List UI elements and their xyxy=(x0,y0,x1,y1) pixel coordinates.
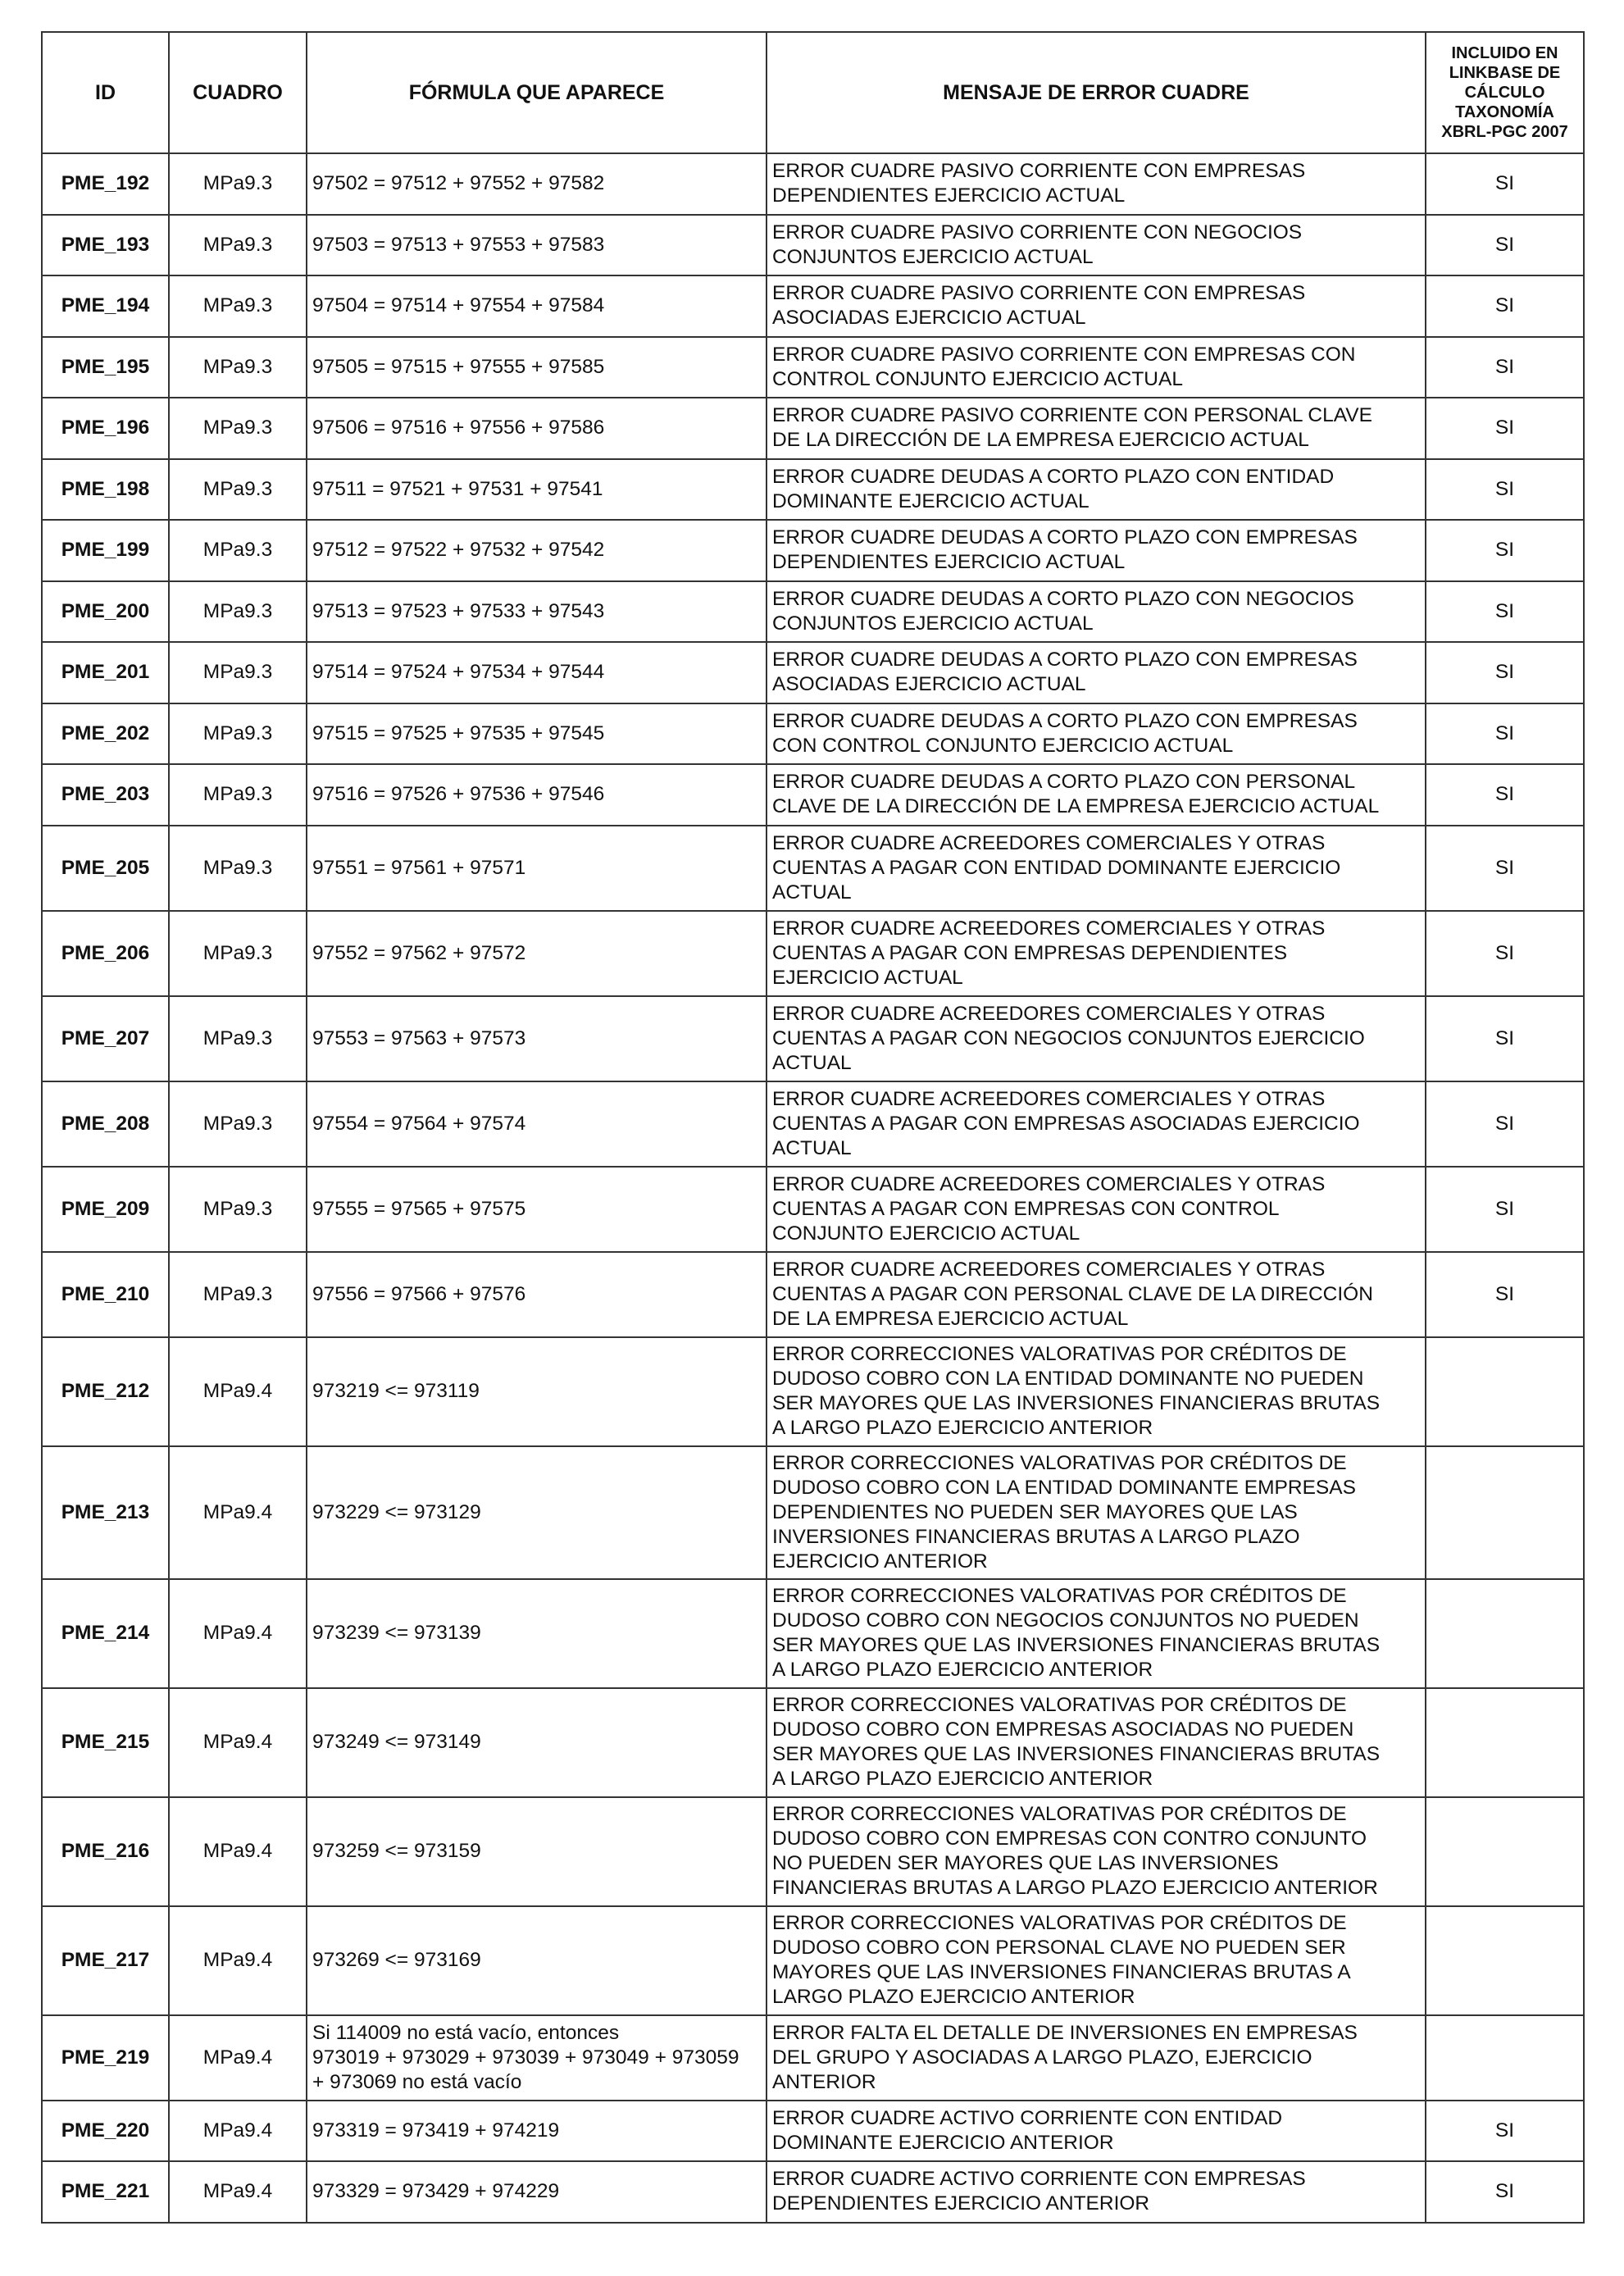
header-row xyxy=(42,32,1584,153)
row-formula xyxy=(307,459,767,521)
row-id: PME_221 xyxy=(42,2161,169,2223)
row-formula xyxy=(307,1688,767,1797)
row-incluido: SI xyxy=(1426,215,1584,276)
row-cuadro: MPa9.3 xyxy=(169,1167,307,1252)
error-message-line: CUENTAS A PAGAR CON NEGOCIOS CONJUNTOS EJERCICIO xyxy=(772,1026,1365,1049)
error-message-line: DOMINANTE EJERCICIO ACTUAL xyxy=(772,489,1089,512)
header-incluido-line: LINKBASE DE xyxy=(1449,64,1561,82)
row-incluido xyxy=(1426,2015,1584,2101)
row-incluido: SI xyxy=(1426,2101,1584,2162)
header-id: ID xyxy=(42,32,169,153)
table-row xyxy=(42,642,1584,703)
validation-table xyxy=(41,31,1585,2224)
row-error-message xyxy=(767,826,1426,911)
error-message-line: ASOCIADAS EJERCICIO ACTUAL xyxy=(772,307,1086,330)
row-formula xyxy=(307,2101,767,2162)
error-message-line: ACTUAL xyxy=(772,881,852,904)
formula-line: 973229 <= 973129 xyxy=(312,1500,481,1523)
row-formula xyxy=(307,337,767,398)
row-formula xyxy=(307,2161,767,2223)
row-cuadro: MPa9.4 xyxy=(169,1797,307,1906)
error-message-line: ERROR CUADRE ACREEDORES COMERCIALES Y OTRAS xyxy=(772,1087,1326,1110)
table-row xyxy=(42,1797,1584,1906)
table-row xyxy=(42,1081,1584,1167)
row-id: PME_208 xyxy=(42,1081,169,1167)
row-formula xyxy=(307,1252,767,1337)
formula-line: 97553 = 97563 + 97573 xyxy=(312,1026,526,1049)
error-message-line: DUDOSO COBRO CON EMPRESAS ASOCIADAS NO PUEDEN xyxy=(772,1718,1354,1741)
row-id: PME_219 xyxy=(42,2015,169,2101)
error-message-line: ERROR CUADRE DEUDAS A CORTO PLAZO CON EMPRESAS xyxy=(772,526,1358,549)
row-error-message xyxy=(767,1688,1426,1797)
error-message-line: CUENTAS A PAGAR CON PERSONAL CLAVE DE LA DIRECCIÓN xyxy=(772,1282,1373,1305)
error-message-line: DUDOSO COBRO CON PERSONAL CLAVE NO PUEDEN SER xyxy=(772,1937,1346,1959)
row-id: PME_209 xyxy=(42,1167,169,1252)
row-cuadro: MPa9.4 xyxy=(169,1906,307,2015)
row-incluido: SI xyxy=(1426,275,1584,337)
header-cuadro: CUADRO xyxy=(169,32,307,153)
table-row xyxy=(42,911,1584,996)
row-error-message xyxy=(767,398,1426,459)
row-error-message xyxy=(767,337,1426,398)
row-formula xyxy=(307,153,767,215)
row-incluido xyxy=(1426,1446,1584,1579)
error-message-line: EJERCICIO ACTUAL xyxy=(772,966,963,989)
row-id: PME_216 xyxy=(42,1797,169,1906)
row-cuadro: MPa9.3 xyxy=(169,459,307,521)
row-incluido xyxy=(1426,1579,1584,1688)
header-incluido-line: XBRL-PGC 2007 xyxy=(1441,123,1568,141)
error-message-line: CONJUNTOS EJERCICIO ACTUAL xyxy=(772,245,1094,268)
formula-line: 97552 = 97562 + 97572 xyxy=(312,941,526,964)
error-message-line: ERROR CORRECCIONES VALORATIVAS POR CRÉDITOS DE xyxy=(772,1451,1347,1474)
error-message-line: ERROR CUADRE PASIVO CORRIENTE CON NEGOCIOS xyxy=(772,221,1303,244)
error-message-line: ERROR CUADRE PASIVO CORRIENTE CON PERSONAL CLAVE xyxy=(772,404,1372,427)
formula-line: 973249 <= 973149 xyxy=(312,1731,481,1753)
error-message-line: INVERSIONES FINANCIERAS BRUTAS A LARGO PLAZO xyxy=(772,1525,1300,1548)
error-message-line: DOMINANTE EJERCICIO ANTERIOR xyxy=(772,2131,1114,2154)
row-formula xyxy=(307,1081,767,1167)
error-message-line: ACTUAL xyxy=(772,1136,852,1159)
row-error-message xyxy=(767,996,1426,1081)
error-message-line: SER MAYORES QUE LAS INVERSIONES FINANCIERAS BRUTAS xyxy=(772,1743,1381,1765)
table-row xyxy=(42,1337,1584,1446)
row-formula xyxy=(307,1797,767,1906)
row-id: PME_195 xyxy=(42,337,169,398)
row-id: PME_199 xyxy=(42,520,169,581)
error-message-line: FINANCIERAS BRUTAS A LARGO PLAZO EJERCICIO ANTERIOR xyxy=(772,1877,1378,1899)
error-message-line: CUENTAS A PAGAR CON EMPRESAS DEPENDIENTES xyxy=(772,941,1288,964)
formula-line: 97556 = 97566 + 97576 xyxy=(312,1282,526,1305)
error-message-line: ERROR CORRECCIONES VALORATIVAS POR CRÉDITOS DE xyxy=(772,1803,1347,1825)
row-id: PME_207 xyxy=(42,996,169,1081)
row-id: PME_198 xyxy=(42,459,169,521)
error-message-line: ERROR CUADRE ACTIVO CORRIENTE CON EMPRESAS xyxy=(772,2168,1306,2191)
error-message-line: CUENTAS A PAGAR CON EMPRESAS CON CONTROL xyxy=(772,1197,1280,1220)
row-cuadro: MPa9.4 xyxy=(169,1446,307,1579)
row-id: PME_205 xyxy=(42,826,169,911)
row-formula xyxy=(307,398,767,459)
row-cuadro: MPa9.3 xyxy=(169,911,307,996)
table-row xyxy=(42,459,1584,521)
row-formula xyxy=(307,581,767,643)
row-formula xyxy=(307,642,767,703)
row-id: PME_220 xyxy=(42,2101,169,2162)
error-message-line: CUENTAS A PAGAR CON ENTIDAD DOMINANTE EJERCICIO xyxy=(772,856,1341,879)
row-formula xyxy=(307,703,767,765)
formula-line: 97514 = 97524 + 97534 + 97544 xyxy=(312,661,605,684)
row-cuadro: MPa9.3 xyxy=(169,398,307,459)
row-id: PME_203 xyxy=(42,764,169,826)
row-incluido: SI xyxy=(1426,1081,1584,1167)
row-formula xyxy=(307,911,767,996)
row-incluido: SI xyxy=(1426,764,1584,826)
row-id: PME_215 xyxy=(42,1688,169,1797)
row-cuadro: MPa9.4 xyxy=(169,1337,307,1446)
row-error-message xyxy=(767,1797,1426,1906)
row-incluido: SI xyxy=(1426,642,1584,703)
row-error-message xyxy=(767,1337,1426,1446)
row-error-message xyxy=(767,459,1426,521)
formula-line: 97504 = 97514 + 97554 + 97584 xyxy=(312,294,605,317)
row-formula xyxy=(307,1579,767,1688)
error-message-line: DEPENDIENTES EJERCICIO ANTERIOR xyxy=(772,2192,1150,2215)
row-cuadro: MPa9.3 xyxy=(169,153,307,215)
row-formula xyxy=(307,215,767,276)
row-id: PME_194 xyxy=(42,275,169,337)
table-row xyxy=(42,1252,1584,1337)
error-message-line: DEL GRUPO Y ASOCIADAS A LARGO PLAZO, EJERCICIO xyxy=(772,2046,1312,2069)
table-row xyxy=(42,337,1584,398)
header-incluido xyxy=(1426,32,1584,153)
table-row xyxy=(42,2161,1584,2223)
row-id: PME_206 xyxy=(42,911,169,996)
row-incluido xyxy=(1426,1797,1584,1906)
formula-line: 97506 = 97516 + 97556 + 97586 xyxy=(312,417,605,439)
formula-line: 97512 = 97522 + 97532 + 97542 xyxy=(312,539,605,562)
table-row xyxy=(42,275,1584,337)
row-incluido: SI xyxy=(1426,581,1584,643)
error-message-line: NO PUEDEN SER MAYORES QUE LAS INVERSIONES xyxy=(772,1852,1279,1874)
error-message-line: ERROR CUADRE ACREEDORES COMERCIALES Y OTRAS xyxy=(772,831,1326,854)
error-message-line: DE LA DIRECCIÓN DE LA EMPRESA EJERCICIO ACTUAL xyxy=(772,429,1309,452)
row-error-message xyxy=(767,2015,1426,2101)
error-message-line: ERROR CUADRE ACREEDORES COMERCIALES Y OTRAS xyxy=(772,1172,1326,1195)
error-message-line: CONTROL CONJUNTO EJERCICIO ACTUAL xyxy=(772,367,1183,390)
error-message-line: DEPENDIENTES EJERCICIO ACTUAL xyxy=(772,184,1126,207)
row-cuadro: MPa9.3 xyxy=(169,996,307,1081)
table-row xyxy=(42,826,1584,911)
row-incluido: SI xyxy=(1426,911,1584,996)
error-message-line: ERROR CUADRE DEUDAS A CORTO PLAZO CON EMPRESAS xyxy=(772,709,1358,732)
error-message-line: SER MAYORES QUE LAS INVERSIONES FINANCIERAS BRUTAS xyxy=(772,1634,1381,1656)
row-cuadro: MPa9.3 xyxy=(169,337,307,398)
error-message-line: DUDOSO COBRO CON LA ENTIDAD DOMINANTE NO PUEDEN xyxy=(772,1368,1364,1390)
error-message-line: A LARGO PLAZO EJERCICIO ANTERIOR xyxy=(772,1768,1153,1790)
formula-line: 973259 <= 973159 xyxy=(312,1840,481,1862)
table-row xyxy=(42,1446,1584,1579)
row-incluido: SI xyxy=(1426,826,1584,911)
error-message-line: A LARGO PLAZO EJERCICIO ANTERIOR xyxy=(772,1417,1153,1439)
row-cuadro: MPa9.4 xyxy=(169,1579,307,1688)
table-row xyxy=(42,764,1584,826)
row-error-message xyxy=(767,2161,1426,2223)
error-message-line: ERROR CORRECCIONES VALORATIVAS POR CRÉDITOS DE xyxy=(772,1912,1347,1934)
table-row xyxy=(42,398,1584,459)
formula-line: 97505 = 97515 + 97555 + 97585 xyxy=(312,355,605,378)
formula-line: 973219 <= 973119 xyxy=(312,1380,480,1402)
error-message-line: DUDOSO COBRO CON LA ENTIDAD DOMINANTE EMPRESAS xyxy=(772,1476,1356,1499)
error-message-line: ERROR CUADRE DEUDAS A CORTO PLAZO CON ENTIDAD xyxy=(772,465,1335,488)
row-incluido: SI xyxy=(1426,153,1584,215)
table-row xyxy=(42,703,1584,765)
row-error-message xyxy=(767,703,1426,765)
header-incluido-line: CÁLCULO xyxy=(1464,84,1545,102)
row-formula xyxy=(307,764,767,826)
error-message-line: ERROR CUADRE ACREEDORES COMERCIALES Y OTRAS xyxy=(772,1258,1326,1281)
table-row xyxy=(42,1167,1584,1252)
table-row xyxy=(42,1688,1584,1797)
row-error-message xyxy=(767,1167,1426,1252)
row-cuadro: MPa9.4 xyxy=(169,2015,307,2101)
error-message-line: A LARGO PLAZO EJERCICIO ANTERIOR xyxy=(772,1659,1153,1681)
error-message-line: CON CONTROL CONJUNTO EJERCICIO ACTUAL xyxy=(772,734,1234,757)
header-formula: FÓRMULA QUE APARECE xyxy=(307,32,767,153)
row-formula xyxy=(307,2015,767,2101)
error-message-line: LARGO PLAZO EJERCICIO ANTERIOR xyxy=(772,1986,1135,2008)
row-cuadro: MPa9.4 xyxy=(169,2101,307,2162)
row-id: PME_200 xyxy=(42,581,169,643)
row-formula xyxy=(307,996,767,1081)
row-formula xyxy=(307,1337,767,1446)
row-cuadro: MPa9.3 xyxy=(169,275,307,337)
formula-line: 97503 = 97513 + 97553 + 97583 xyxy=(312,233,605,256)
formula-line: 97511 = 97521 + 97531 + 97541 xyxy=(312,477,603,500)
formula-line: 97551 = 97561 + 97571 xyxy=(312,856,526,879)
error-message-line: CONJUNTOS EJERCICIO ACTUAL xyxy=(772,612,1094,635)
row-error-message xyxy=(767,1446,1426,1579)
row-cuadro: MPa9.3 xyxy=(169,642,307,703)
row-error-message xyxy=(767,1081,1426,1167)
row-error-message xyxy=(767,764,1426,826)
row-cuadro: MPa9.4 xyxy=(169,1688,307,1797)
row-incluido xyxy=(1426,1906,1584,2015)
row-incluido: SI xyxy=(1426,459,1584,521)
row-cuadro: MPa9.3 xyxy=(169,764,307,826)
row-cuadro: MPa9.3 xyxy=(169,215,307,276)
error-message-line: ACTUAL xyxy=(772,1051,852,1074)
error-message-line: ERROR CUADRE DEUDAS A CORTO PLAZO CON NEGOCIOS xyxy=(772,587,1354,610)
formula-line: 97555 = 97565 + 97575 xyxy=(312,1197,526,1220)
table-body xyxy=(42,153,1584,2223)
row-formula xyxy=(307,520,767,581)
row-id: PME_193 xyxy=(42,215,169,276)
error-message-line: ERROR CORRECCIONES VALORATIVAS POR CRÉDITOS DE xyxy=(772,1694,1347,1716)
row-incluido xyxy=(1426,1337,1584,1446)
row-incluido: SI xyxy=(1426,398,1584,459)
error-message-line: ERROR CUADRE DEUDAS A CORTO PLAZO CON PERSONAL xyxy=(772,771,1356,794)
row-incluido: SI xyxy=(1426,1252,1584,1337)
row-error-message xyxy=(767,1252,1426,1337)
table-row xyxy=(42,215,1584,276)
row-cuadro: MPa9.3 xyxy=(169,581,307,643)
row-error-message xyxy=(767,911,1426,996)
error-message-line: ANTERIOR xyxy=(772,2070,876,2093)
error-message-line: EJERCICIO ANTERIOR xyxy=(772,1550,988,1573)
table-row xyxy=(42,1579,1584,1688)
row-incluido xyxy=(1426,1688,1584,1797)
row-id: PME_196 xyxy=(42,398,169,459)
error-message-line: ERROR CUADRE PASIVO CORRIENTE CON EMPRESAS xyxy=(772,282,1306,305)
row-incluido: SI xyxy=(1426,703,1584,765)
row-id: PME_201 xyxy=(42,642,169,703)
error-message-line: ERROR CORRECCIONES VALORATIVAS POR CRÉDITOS DE xyxy=(772,1343,1347,1365)
row-incluido: SI xyxy=(1426,1167,1584,1252)
row-error-message xyxy=(767,520,1426,581)
row-error-message xyxy=(767,153,1426,215)
error-message-line: MAYORES QUE LAS INVERSIONES FINANCIERAS BRUTAS A xyxy=(772,1961,1351,1983)
row-id: PME_192 xyxy=(42,153,169,215)
row-cuadro: MPa9.3 xyxy=(169,703,307,765)
error-message-line: CLAVE DE LA DIRECCIÓN DE LA EMPRESA EJERCICIO ACTUAL xyxy=(772,795,1380,818)
header-incluido-line: TAXONOMÍA xyxy=(1455,103,1554,121)
error-message-line: SER MAYORES QUE LAS INVERSIONES FINANCIERAS BRUTAS xyxy=(772,1392,1381,1414)
error-message-line: ERROR CUADRE DEUDAS A CORTO PLAZO CON EMPRESAS xyxy=(772,649,1358,671)
row-error-message xyxy=(767,581,1426,643)
formula-line: 97502 = 97512 + 97552 + 97582 xyxy=(312,172,605,195)
error-message-line: DUDOSO COBRO CON NEGOCIOS CONJUNTOS NO PUEDEN xyxy=(772,1609,1359,1632)
formula-line: 973269 <= 973169 xyxy=(312,1949,481,1971)
row-incluido: SI xyxy=(1426,996,1584,1081)
table-header xyxy=(42,32,1584,153)
row-formula xyxy=(307,1167,767,1252)
error-message-line: CUENTAS A PAGAR CON EMPRESAS ASOCIADAS EJERCICIO xyxy=(772,1112,1360,1135)
table-row xyxy=(42,1906,1584,2015)
error-message-line: DUDOSO COBRO CON EMPRESAS CON CONTRO CONJUNTO xyxy=(772,1828,1367,1850)
formula-line: 973019 + 973029 + 973039 + 973049 + 973059 xyxy=(312,2046,739,2069)
error-message-line: ERROR FALTA EL DETALLE DE INVERSIONES EN EMPRESAS xyxy=(772,2021,1358,2044)
formula-line: 97515 = 97525 + 97535 + 97545 xyxy=(312,721,605,744)
row-cuadro: MPa9.3 xyxy=(169,1081,307,1167)
formula-line: 973329 = 973429 + 974229 xyxy=(312,2180,560,2203)
table-row xyxy=(42,996,1584,1081)
error-message-line: DE LA EMPRESA EJERCICIO ACTUAL xyxy=(772,1307,1129,1330)
row-cuadro: MPa9.3 xyxy=(169,826,307,911)
row-incluido: SI xyxy=(1426,2161,1584,2223)
row-formula xyxy=(307,1906,767,2015)
row-id: PME_214 xyxy=(42,1579,169,1688)
error-message-line: DEPENDIENTES NO PUEDEN SER MAYORES QUE LAS xyxy=(772,1500,1298,1523)
header-incluido-line: INCLUIDO EN xyxy=(1451,44,1558,62)
table-row xyxy=(42,2101,1584,2162)
row-error-message xyxy=(767,642,1426,703)
row-error-message xyxy=(767,1906,1426,2015)
row-cuadro: MPa9.3 xyxy=(169,1252,307,1337)
table-row xyxy=(42,2015,1584,2101)
row-id: PME_213 xyxy=(42,1446,169,1579)
error-message-line: ERROR CUADRE ACREEDORES COMERCIALES Y OTRAS xyxy=(772,1002,1326,1025)
row-formula xyxy=(307,1446,767,1579)
row-id: PME_212 xyxy=(42,1337,169,1446)
error-message-line: ERROR CUADRE ACTIVO CORRIENTE CON ENTIDAD xyxy=(772,2106,1283,2129)
formula-line: 97513 = 97523 + 97533 + 97543 xyxy=(312,599,605,622)
error-message-line: ERROR CUADRE PASIVO CORRIENTE CON EMPRESAS CON xyxy=(772,343,1356,366)
formula-line: 973239 <= 973139 xyxy=(312,1622,481,1644)
table-row xyxy=(42,520,1584,581)
formula-line: + 973069 no está vacío xyxy=(312,2070,522,2093)
row-id: PME_210 xyxy=(42,1252,169,1337)
row-formula xyxy=(307,275,767,337)
header-mensaje: MENSAJE DE ERROR CUADRE xyxy=(767,32,1426,153)
row-id: PME_202 xyxy=(42,703,169,765)
error-message-line: ERROR CUADRE ACREEDORES COMERCIALES Y OTRAS xyxy=(772,917,1326,940)
row-formula xyxy=(307,826,767,911)
row-incluido: SI xyxy=(1426,337,1584,398)
error-message-line: ERROR CUADRE PASIVO CORRIENTE CON EMPRESAS xyxy=(772,160,1306,183)
error-message-line: ASOCIADAS EJERCICIO ACTUAL xyxy=(772,673,1086,696)
formula-line: 97516 = 97526 + 97536 + 97546 xyxy=(312,783,605,806)
formula-line: Si 114009 no está vacío, entonces xyxy=(312,2021,620,2044)
row-error-message xyxy=(767,275,1426,337)
row-cuadro: MPa9.4 xyxy=(169,2161,307,2223)
table-row xyxy=(42,581,1584,643)
row-error-message xyxy=(767,215,1426,276)
formula-line: 973319 = 973419 + 974219 xyxy=(312,2119,560,2142)
error-message-line: ERROR CORRECCIONES VALORATIVAS POR CRÉDITOS DE xyxy=(772,1585,1347,1607)
formula-line: 97554 = 97564 + 97574 xyxy=(312,1112,526,1135)
row-error-message xyxy=(767,1579,1426,1688)
table-row xyxy=(42,153,1584,215)
error-message-line: CONJUNTO EJERCICIO ACTUAL xyxy=(772,1222,1080,1245)
row-cuadro: MPa9.3 xyxy=(169,520,307,581)
row-id: PME_217 xyxy=(42,1906,169,2015)
error-message-line: DEPENDIENTES EJERCICIO ACTUAL xyxy=(772,551,1126,574)
row-incluido: SI xyxy=(1426,520,1584,581)
row-error-message xyxy=(767,2101,1426,2162)
